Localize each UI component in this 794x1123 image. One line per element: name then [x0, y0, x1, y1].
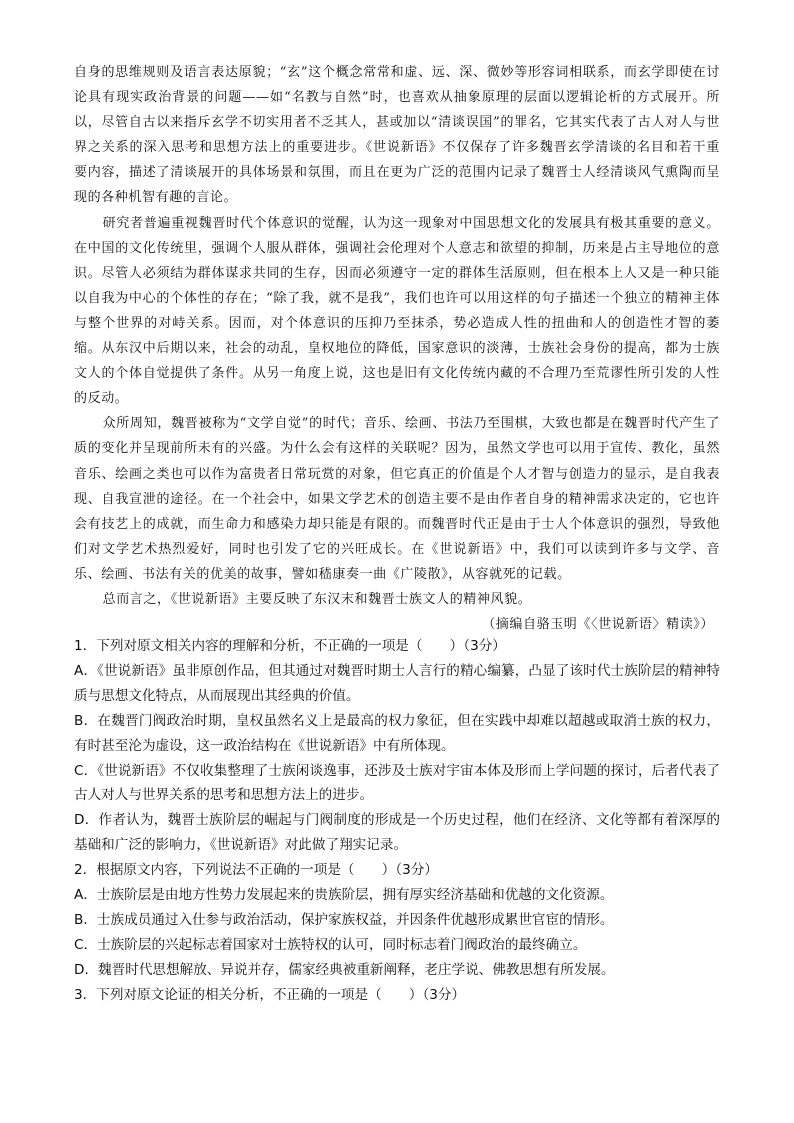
- passage-paragraph-4: 总而言之，《世说新语》主要反映了东汉末和魏晋士族文人的精神风貌。: [102, 591, 532, 607]
- question-2-option-c: C．士族阶层的兴起标志着国家对士族特权的认可，同时标志着门阀政治的最终确立。: [74, 936, 587, 953]
- question-section: [74, 634, 720, 1008]
- passage-paragraph-3: 众所周知，魏晋被称为“文学自觉”的时代；音乐、绘画、书法乃至围棋，大致也都是在魏晋时代产生了质的变化并呈现前所未有的兴盛。为什么会有这样的关联呢？因为，虽然文学也可以用于宣传、教化，虽然音乐、绘画之类也可以作为富贵者日常玩赏的对象，但它真正的价值是个人才智与创造力的显示，是自我表现、自我宣泄的途径。在一个社会中，如果文学艺术的创造主要不是由作者自身的精神需求决定的，它也许会有技艺上的成就，而生命力和感染力却只能是有限的。而魏晋时代正是由于士人个体意识的强烈，导致他们对文学艺术热烈爱好，同时也引发了它的兴旺成长。在《世说新语》中，我们可以读到许多与文学、音乐、绘画、书法有关的优美的故事，譬如嵇康奏一曲《广陵散》，从容就死的记载。: [74, 416, 720, 582]
- question-1-option-d: D．作者认为，魏晋士族阶层的崛起与门阀制度的形成是一个历史过程，他们在经济、文化等都有着深厚的基础和广泛的影响力，《世说新语》对此做了翔实记录。: [74, 812, 720, 854]
- question-2-option-b: B．士族成员通过入仕参与政治活动，保护家族权益，并因条件优越形成累世官宦的情形。: [74, 911, 614, 928]
- question-1-option-c: C．《世说新语》不仅收集整理了士族闲谈逸事，还涉及士族对宇宙本体及形而上学问题的探讨，后者代表了古人对人与世界关系的思考和思想方法上的进步。: [74, 762, 720, 804]
- passage-source: （摘编自骆玉明《〈世说新语〉精读》）: [482, 617, 714, 633]
- question-2-stem: 2．根据原文内容，下列说法不正确的一项是（ ）（3分）: [74, 862, 438, 879]
- question-1-option-b: B．在魏晋门阀政治时期，皇权虽然名义上是最高的权力象征，但在实践中却难以超越或取消士族的权力，有时甚至沦为虚设，这一政治结构在《世说新语》中有所体现。: [74, 712, 720, 754]
- question-1: [74, 634, 720, 858]
- question-2: [74, 858, 720, 983]
- reading-passage: [74, 60, 720, 637]
- question-1-option-a: A．《世说新语》虽非原创作品，但其通过对魏晋时期士人言行的精心编纂，凸显了该时代士族阶层的精神特质与思想文化特点，从而展现出其经典的价值。: [74, 662, 720, 704]
- question-2-option-a: A．士族阶层是由地方性势力发展起来的贵族阶层，拥有厚实经济基础和优越的文化资源。: [74, 887, 614, 904]
- question-3: [74, 983, 720, 1008]
- passage-paragraph-2: 研究者普遍重视魏晋时代个体意识的觉醒，认为这一现象对中国思想文化的发展具有极其重要的意义。在中国的文化传统里，强调个人服从群体，强调社会伦理对个人意志和欲望的抑制，历来是占主导地位的意识。尽管人必须结为群体谋求共同的生存，因而必须遵守一定的群体生活原则，但在根本上人又是一种只能以自我为中心的个体性的存在；“除了我，就不是我”，我们也许可以用这样的句子描述一个独立的精神主体与整个世界的对峙关系。因而，对个体意识的压抑乃至抹杀，势必造成人性的扭曲和人的创造性才智的萎缩。从东汉中后期以来，社会的动乱，皇权地位的降低，国家意识的淡薄，士族社会身份的提高，都为士族文人的个体自觉提供了条件。从另一角度上说，这也是旧有文化传统内藏的不合理乃至荒谬性所引发的人性的反动。: [74, 215, 720, 407]
- question-2-option-d: D．魏晋时代思想解放、异说并存，儒家经典被重新阐释，老庄学说、佛教思想有所发展。: [74, 961, 615, 978]
- question-1-stem: 1．下列对原文相关内容的理解和分析，不正确的一项是（ ）（3分）: [74, 638, 506, 654]
- question-3-stem: 3．下列对原文论证的相关分析，不正确的一项是（ ）（3分）: [74, 986, 466, 1003]
- passage-paragraph-1: 自身的思维规则及语言表达原貌；“玄”这个概念常常和虚、远、深、微妙等形容词相联系，而玄学即使在讨论具有现实政治背景的问题——如“名教与自然”时，也喜欢从抽象原理的层面以逻辑论析的方式展开。所以，尽管自古以来指斥玄学不切实用者不乏其人，甚或加以“清谈误国”的罪名，它其实代表了古人对人与世界之关系的深入思考和思想方法上的重要进步。《世说新语》不仅保存了许多魏晋玄学清谈的名目和若干重要内容，描述了清谈展开的具体场景和氛围，而且在更为广泛的范围内记录了魏晋士人经清谈风气熏陶而呈现的各种机智有趣的言论。: [74, 65, 720, 206]
